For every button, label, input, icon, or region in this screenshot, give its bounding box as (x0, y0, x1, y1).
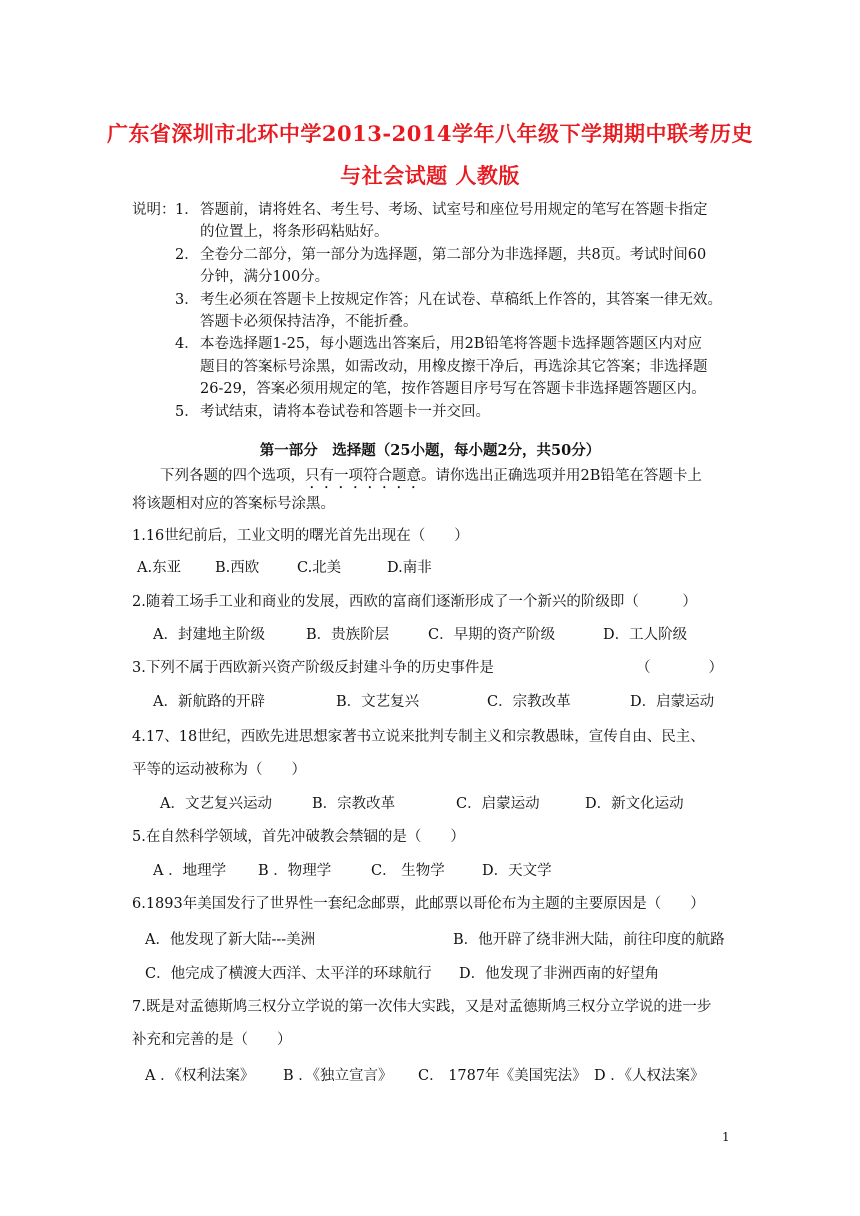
instruction-num: 5． (175, 404, 199, 420)
question-option: D．新文化运动 (585, 796, 684, 812)
question-option: C．宗教改革 (487, 694, 571, 710)
instruction-num: 4． (175, 336, 199, 352)
section-intro-text: 。请你选出正确选项并用2B铅笔在答题卡上 (421, 468, 702, 484)
question-option: B．宗教改革 (312, 796, 396, 812)
document-title-line2: 与社会试题 人教版 (340, 163, 520, 188)
instruction-line: 答题前，请将姓名、考生号、考场、试室号和座位号用规定的笔写在答题卡指定 (200, 202, 708, 218)
question-option: A ．地理学 (153, 863, 227, 879)
question-option: A ．《权利法案》 (145, 1068, 255, 1084)
question-stem: 1.16世纪前后，工业文明的曙光首先出现在（ ） (132, 528, 469, 544)
instruction-num: 3． (175, 292, 199, 308)
question-option: A．封建地主阶级 (153, 627, 265, 643)
question-stem: 补充和完善的是（ ） (132, 1032, 292, 1048)
section-intro-text: 下列各题的四个选项， (160, 468, 305, 484)
question-stem: 3.下列不属于西欧新兴资产阶级反封建斗争的历史事件是 (132, 660, 494, 676)
question-option: D ．《人权法案》 (594, 1068, 705, 1084)
instruction-line: 全卷分二部分，第一部分为选择题，第二部分为非选择题，共8页。考试时间60 (200, 247, 707, 263)
question-option: B.西欧 (215, 560, 260, 576)
instruction-line: 26-29，答案必须用规定的笔，按作答题目序号写在答题卡非选择题答题区内。 (200, 381, 706, 397)
question-option: B ．物理学 (258, 863, 332, 879)
instructions-label: 说明： (132, 202, 176, 218)
question-stem: 6.1893年美国发行了世界性一套纪念邮票，此邮票以哥伦布为主题的主要原因是（ ） (132, 896, 705, 912)
question-option: A．他发现了新大陆---美洲 (145, 932, 316, 948)
page-number: 1 (722, 1130, 730, 1144)
instruction-num: 1． (175, 202, 199, 218)
question-stem: 2.随着工场手工业和商业的发展，西欧的富商们逐渐形成了一个新兴的阶级即（ ） (132, 594, 697, 610)
instruction-num: 2． (175, 247, 199, 263)
question-option: D．天文学 (482, 863, 552, 879)
question-option: B ．《独立宣言》 (283, 1068, 393, 1084)
section-intro-line2: 将该题相对应的答案标号涂黑。 (132, 496, 335, 512)
question-option: C.北美 (297, 560, 342, 576)
question-option: C． 生物学 (371, 863, 445, 879)
question-option: D．他发现了非洲西南的好望角 (459, 966, 660, 982)
question-option: A．新航路的开辟 (153, 694, 265, 710)
instruction-line: 的位置上，将条形码粘贴好。 (200, 224, 389, 240)
section-intro (160, 466, 702, 492)
question-option: D.南非 (387, 560, 432, 576)
question-option: B．贵族阶层 (306, 627, 390, 643)
question-option: C． 1787年《美国宪法》 (418, 1068, 587, 1084)
question-option: B．他开辟了绕非洲大陆，前往印度的航路 (453, 932, 725, 948)
instruction-line: 考试结束，请将本卷试卷和答题卡一并交回。 (200, 404, 490, 420)
instruction-line: 考生必须在答题卡上按规定作答；凡在试卷、草稿纸上作答的，其答案一律无效。 (200, 292, 722, 308)
question-option: C．早期的资产阶级 (428, 627, 556, 643)
section-heading: 第一部分 选择题（25小题，每小题2分，共50分） (259, 442, 601, 459)
question-option: A．文艺复兴运动 (160, 796, 272, 812)
instruction-line: 分钟，满分100分。 (200, 269, 330, 285)
answer-parenthesis: （ ） (636, 660, 723, 676)
question-option: B．文艺复兴 (336, 694, 420, 710)
question-option: C．启蒙运动 (456, 796, 540, 812)
section-intro-emphasis: 只有一项符合题意 (305, 468, 421, 484)
instruction-line: 本卷选择题1-25，每小题选出答案后，用2B铅笔将答题卡选择题答题区内对应 (200, 336, 702, 352)
question-stem: 7.既是对孟德斯鸠三权分立学说的第一次伟大实践，又是对孟德斯鸠三权分立学说的进一步 (132, 999, 712, 1015)
document-title-line1: 广东省深圳市北环中学2013-2014学年八年级下学期期中联考历史 (106, 121, 754, 146)
question-option: C．他完成了横渡大西洋、太平洋的环球航行 (145, 966, 432, 982)
question-stem: 5.在自然科学领域，首先冲破教会禁锢的是（ ） (132, 829, 465, 845)
question-option: D．工人阶级 (603, 627, 688, 643)
instruction-line: 题目的答案标号涂黑，如需改动，用橡皮擦干净后，再选涂其它答案；非选择题 (200, 359, 708, 375)
question-option: A.东亚 (137, 560, 182, 576)
question-option: D．启蒙运动 (630, 694, 715, 710)
question-stem: 4.17、18世纪，西欧先进思想家著书立说来批判专制主义和宗教愚昧，宣传自由、民主、 (132, 729, 705, 745)
instruction-line: 答题卡必须保持洁净，不能折叠。 (200, 314, 418, 330)
question-stem: 平等的运动被称为（ ） (132, 762, 306, 778)
